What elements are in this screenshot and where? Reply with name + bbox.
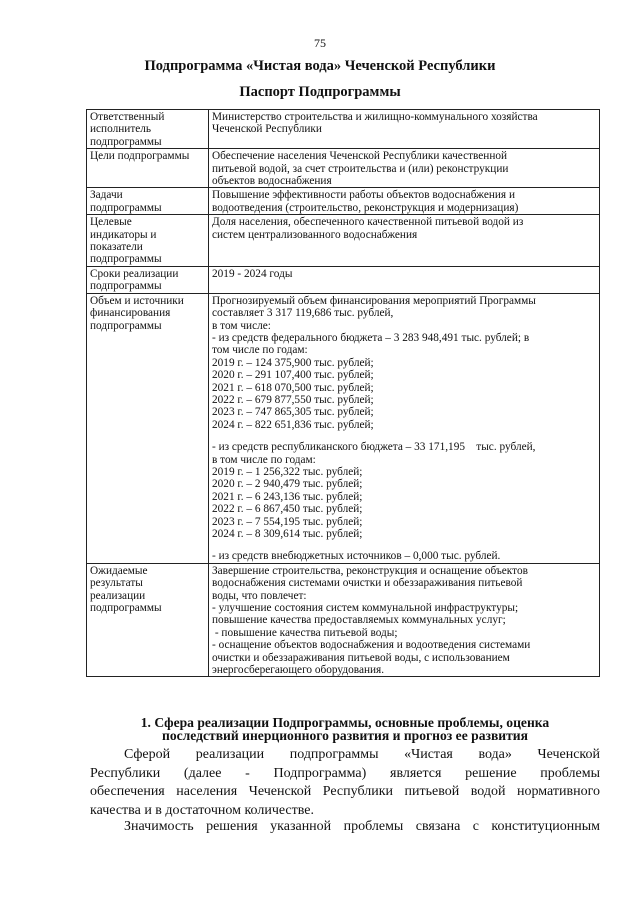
value-line: объектов водоснабжения [212,175,332,188]
value-line: очистки и обеззараживания питьевой воды, с использованием [212,651,510,664]
value-line: 2023 г. – 7 554,195 тыс. рублей; [212,515,363,528]
paragraph-line: обеспечения населения Чеченской Республики питьевой водой нормативного [90,784,600,799]
label-line: подпрограммы [90,280,162,293]
value-line: Повышение эффективности работы объектов водоснабжения и [212,189,515,202]
label-line: показатели [90,241,143,254]
value-line: 2023 г. – 747 865,305 тыс. рублей; [212,406,374,419]
label-line: подпрограммы [90,201,162,214]
value-line: Завершение строительства, реконструкция и оснащение объектов [212,564,528,577]
blank-line [212,431,596,441]
section-1-paragraph-1 [90,746,600,820]
value-line: - из средств республиканского бюджета – 33 171,195 тыс. рублей, [212,441,536,454]
label-line: Цели подпрограммы [90,150,190,163]
passport-row [87,266,600,293]
value-line: 2020 г. – 2 940,479 тыс. рублей; [212,478,363,491]
value-line: - оснащение объектов водоснабжения и водоотведения системами [212,639,531,652]
passport-label-cell [87,293,209,563]
passport-row [87,188,600,215]
passport-label-cell [87,215,209,267]
passport-label-cell [87,149,209,188]
label-line: подпрограммы [90,319,162,332]
label-line: реализации [90,589,146,602]
value-line: энергосберегающего оборудования. [212,664,385,677]
label-line: Сроки реализации [90,267,179,280]
passport-heading: Паспорт Подпрограммы [239,84,401,100]
value-line: 2022 г. – 679 877,550 тыс. рублей; [212,393,374,406]
value-line: 2019 - 2024 годы [212,267,293,280]
label-line: Ожидаемые [90,564,148,577]
passport-row [87,293,600,563]
passport-row [87,149,600,188]
value-line: том числе по годам: [212,344,308,357]
passport-value-cell [209,293,600,563]
label-line: индикаторы и [90,228,157,241]
passport-row [87,563,600,677]
paragraph-line: качества и в достаточном количестве. [90,802,315,818]
label-line: подпрограммы [90,135,162,148]
value-line: - из средств внебюджетных источников – 0,000 тыс. рублей. [212,550,501,563]
label-line: исполнитель [90,123,152,136]
paragraph-line: Сферой реализации подпрограммы «Чистая вода» Чеченской [124,747,600,762]
value-line: водоотведения (строительство, реконструкция и модернизация) [212,201,519,214]
passport-value-cell [209,215,600,267]
label-line: Задачи [90,189,123,202]
value-line: воды, что повлечет: [212,589,307,602]
label-line: подпрограммы [90,602,162,615]
value-line: 2024 г. – 8 309,614 тыс. рублей; [212,528,363,540]
value-line: повышение качества предоставляемых коммунальных услуг; [212,614,506,627]
value-line: 2021 г. – 6 243,136 тыс. рублей; [212,490,363,503]
value-line: в том числе: [212,319,271,332]
paragraph-line: Республики (далее - Подпрограмма) является решение проблемы [90,765,600,781]
label-line: Объем и источники [90,294,184,307]
value-line: Доля населения, обеспеченного качественной питьевой водой из [212,216,524,229]
section-title-line: последствий инерционного развития и прогноз ее развития [161,728,528,743]
passport-label-cell [87,266,209,293]
passport-label-cell [87,563,209,677]
value-line: 2021 г. – 618 070,500 тыс. рублей; [212,381,374,394]
label-line: Ответственный [90,111,165,123]
document-title: Подпрограмма «Чистая вода» Чеченской Республики [144,58,496,74]
value-line: 2019 г. – 1 256,322 тыс. рублей; [212,465,363,478]
section-title-line: 1. Сфера реализации Подпрограммы, основные проблемы, оценка [140,715,550,730]
passport-value-cell [209,188,600,215]
value-line: - из средств федерального бюджета – 3 283 948,491 тыс. рублей; в [212,331,530,344]
paragraph-line: Значимость решения указанной проблемы связана с конституционным [124,819,600,834]
passport-value-cell [209,266,600,293]
value-line: - повышение качества питьевой воды; [212,626,398,639]
label-line: финансирования [90,307,171,320]
label-line: результаты [90,577,143,590]
value-line: в том числе по годам: [212,453,316,466]
value-line: водоснабжения системами очистки и обеззараживания питьевой [212,577,523,590]
value-line: Прогнозируемый объем финансирования мероприятий Программы [212,294,536,307]
passport-table [86,109,600,677]
value-line: систем централизованного водоснабжения [212,228,418,241]
value-line: 2020 г. – 291 107,400 тыс. рублей; [212,369,374,382]
value-line: - улучшение состояния систем коммунальной инфраструктуры; [212,602,519,615]
passport-value-cell [209,563,600,677]
value-line: 2019 г. – 124 375,900 тыс. рублей; [212,356,374,369]
passport-row [87,215,600,267]
value-line: составляет 3 317 119,686 тыс. рублей, [212,307,394,320]
blank-line [212,540,596,550]
page-number: 75 [314,36,326,50]
label-line: Целевые [90,216,132,229]
value-line: Обеспечение населения Чеченской Республики качественной [212,150,508,163]
passport-value-cell [209,110,600,149]
passport-label-cell [87,188,209,215]
value-line: Чеченской Республики [212,123,322,136]
passport-value-cell [209,149,600,188]
value-line: 2024 г. – 822 651,836 тыс. рублей; [212,418,374,431]
value-line: питьевой водой, за счет строительства и (или) реконструкции [212,162,509,175]
section-1-title [90,716,600,742]
section-1-paragraph-2 [90,818,600,837]
value-line: 2022 г. – 6 867,450 тыс. рублей; [212,503,363,516]
value-line: Министерство строительства и жилищно-коммунального хозяйства [212,111,538,123]
passport-label-cell [87,110,209,149]
passport-row [87,110,600,149]
label-line: подпрограммы [90,253,162,266]
